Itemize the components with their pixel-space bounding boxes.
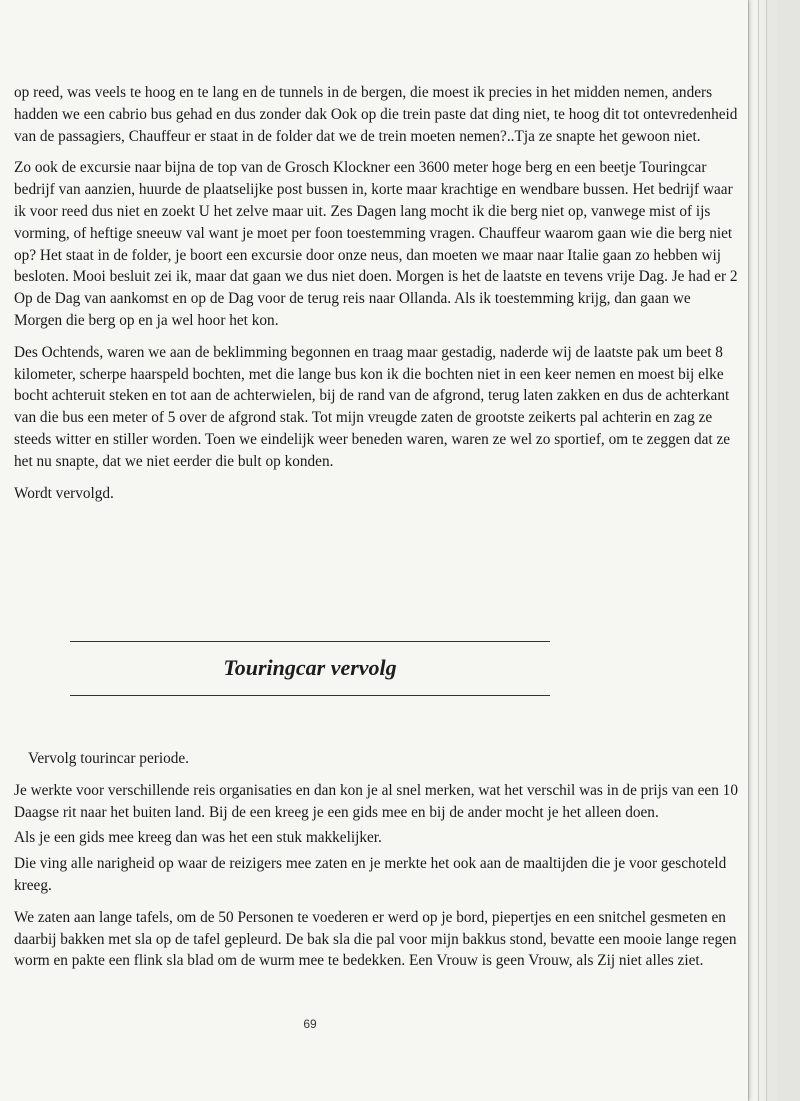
heading-rule-bottom: [70, 695, 550, 696]
paragraph: Als je een gids mee kreeg dan was het een stuk makkelijker.: [14, 829, 382, 847]
page-edge: [766, 0, 777, 1101]
paragraph: Die ving alle narigheid op waar de reizigers mee zaten en je merkte het ook aan de maaltijden die je voor geschoteld kreeg.: [14, 855, 727, 894]
section-intro: Vervolg tourincar periode.: [28, 750, 189, 767]
paragraph: We zaten aan lange tafels, om de 50 Personen te voederen er werd op je bord, piepertjes en een snitchel gesmeten en daarbij bakken met sla op de tafel gepleurd. De bak sla die pal voor mijn bakkus stond, bevatte een mooie lange regen worm en pakte een flink sla blad om de wurm mee te bedekken. Een Vrouw is geen Vrouw, als Zij niet alles ziet.: [14, 908, 737, 970]
page-number: 69: [303, 1017, 317, 1031]
paragraph: Zo ook de excursie naar bijna de top van de Grosch Klockner een 3600 meter hoge berg en een beetje Touringcar bedrijf van aanzien, huurde de plaatselijke post bussen in, korte maar krachtige en wendbare bussen. Het bedrijf waar ik voor reed dus niet en zoekt U het zelve maar uit. Zes Dagen lang mocht ik die berg niet op, vanwege mist of ijs vorming, of heftige sneeuw val want je moet per foon toestemming vragen. Chauffeur waarom gaan wie die berg niet op? Het staat in de folder, je boort een excursie door onze neus, dan moeten we maar naar Italie gaan zo hebben wij besloten. Mooi besluit zei ik, maar dat gaan we dus niet doen. Morgen is het de laatste en tevens vrije Dag. Je had er 2 Op de Dag van aankomst en op de Dag voor de terug reis naar Ollanda. Als ik toestemming krijg, dan gaan we Morgen die berg op en ja wel hoor het kon.: [14, 159, 738, 329]
paragraph: Wordt vervolgd.: [14, 484, 114, 502]
body-text: [14, 82, 742, 514]
paragraph: Des Ochtends, waren we aan de beklimming begonnen en traag maar gestadig, naderde wij de laatste pak um beet 8 kilometer, scherpe haarspeld bochten, met die lange bus kon ik die bochten niet in een keer nemen en moest bij elke bocht achteruit steken en tot aan de achterwielen, bij de rand van de afgrond, terug laten zakken en dus de achterkant van die bus een meter of 5 over de afgrond stak. Tot mijn vreugde zaten de grootste zeikerts pal achterin en zag ze steeds witter en stiller worden. Toen we eindelijk weer beneden waren, waren ze wel zo sportief, om te zeggen dat ze het nu snapte, dat we niet eerder die bult op konden.: [14, 343, 731, 470]
heading-rule-top: [70, 641, 550, 642]
paragraph: op reed, was veels te hoog en te lang en de tunnels in de bergen, die moest ik precies in het midden nemen, anders hadden we een cabrio bus gehad en dus zonder dak Ook op die trein paste dat ding niet, te hoog dit tot ontevredenheid van de passagiers, Chauffeur er staat in de folder dat we de trein moeten nemen?..Tja ze snapte het gewoon niet.: [14, 84, 738, 145]
section-body: [14, 748, 742, 976]
section-heading: Touringcar vervolg: [223, 655, 397, 680]
paragraph: Je werkte voor verschillende reis organisaties en dan kon je al snel merken, wat het verschil was in de prijs van een 10 Daagse rit naar het buiten land. Bij de een kreeg je een gids mee en bij de ander mocht je het alleen doen.: [14, 781, 738, 821]
